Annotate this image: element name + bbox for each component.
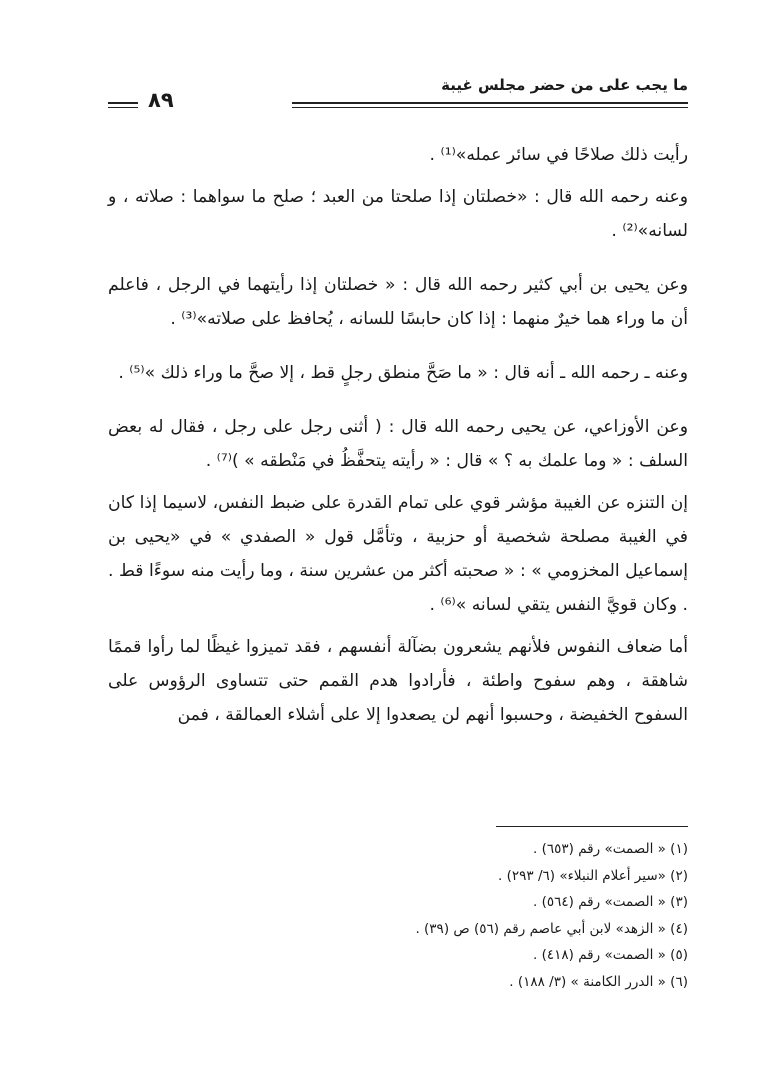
paragraph-7: أما ضعاف النفوس فلأنهم يشعرون بضآلة أنفسهم ، فقد تميزوا غيظًا لما رأوا قممًا شاهقة ، وهم سفوح واطئة ، فأرادوا هدم القمم حتى تتساوى الرؤوس على السفوح الخفيضة ، وحسبوا أنهم لن يصعدوا إلا على أشلاء العمالقة ، فمن (108, 637, 688, 725)
footnotes (108, 836, 688, 995)
footnote-3: (٣) « الصمت» رقم (٥٦٤) . (533, 894, 688, 910)
main-text (108, 138, 688, 752)
paragraph-6: إن التنزه عن الغيبة مؤشر قوي على تمام القدرة على ضبط النفس، لاسيما إذا كان في الغيبة مصلحة شخصية أو حزبية ، وتأمَّل قول « الصفدي » في «يحيى بن إسماعيل المخزومي » : « صحبته أكثر من عشرين سنة ، وما رأيت منه سوءًا قط . . وكان قويَّ النفس يتقي لسانه »⁽⁶⁾ . (108, 493, 688, 615)
paragraph-4: وعنه ـ رحمه الله ـ أنه قال : « ما صَحَّ منطق رجلٍ قط ، إلا صحَّ ما وراء ذلك »⁽⁵⁾ . (118, 363, 688, 383)
paragraph-3: وعن يحيى بن أبي كثير رحمه الله قال : « خصلتان إذا رأيتهما في الرجل ، فاعلم أن ما وراء هما خيرٌ منهما : إذا كان حابسًا للسانه ، يُحافظ على صلاته»⁽³⁾ . (108, 275, 688, 329)
paragraph-1: رأيت ذلك صلاحًا في سائر عمله»⁽¹⁾ . (429, 145, 688, 165)
footnote-4: (٤) « الزهد» لابن أبي عاصم رقم (٥٦) ص (٣٩) . (415, 920, 688, 937)
footnote-2: (٢) «سير أعلام النبلاء» (٦/ ٢٩٣) . (498, 867, 688, 884)
chapter-title: ما يجب على من حضر مجلس غيبة (441, 76, 688, 94)
header-rule-short (108, 102, 138, 108)
footnote-6: (٦) « الدرر الكامنة » (٣/ ١٨٨) . (509, 973, 688, 990)
header-rule (292, 102, 688, 108)
footnote-separator (496, 826, 688, 827)
footnote-5: (٥) « الصمت» رقم (٤١٨) . (533, 947, 688, 963)
footnote-1: (١) « الصمت» رقم (٦٥٣) . (533, 841, 688, 857)
paragraph-2: وعنه رحمه الله قال : «خصلتان إذا صلحتا من العبد ؛ صلح ما سواهما : صلاته ، و لسانه»⁽²⁾ . (108, 187, 688, 241)
running-header (108, 76, 688, 116)
paragraph-5: وعن الأوزاعي، عن يحيى رحمه الله قال : ( أثنى رجل على رجل ، فقال له بعض السلف : « وما علمك به ؟ » قال : « رأيته يتحفَّظُ في مَنْطقه » )⁽⁷⁾ . (108, 417, 688, 471)
page-number: ٨٩ (148, 88, 174, 112)
